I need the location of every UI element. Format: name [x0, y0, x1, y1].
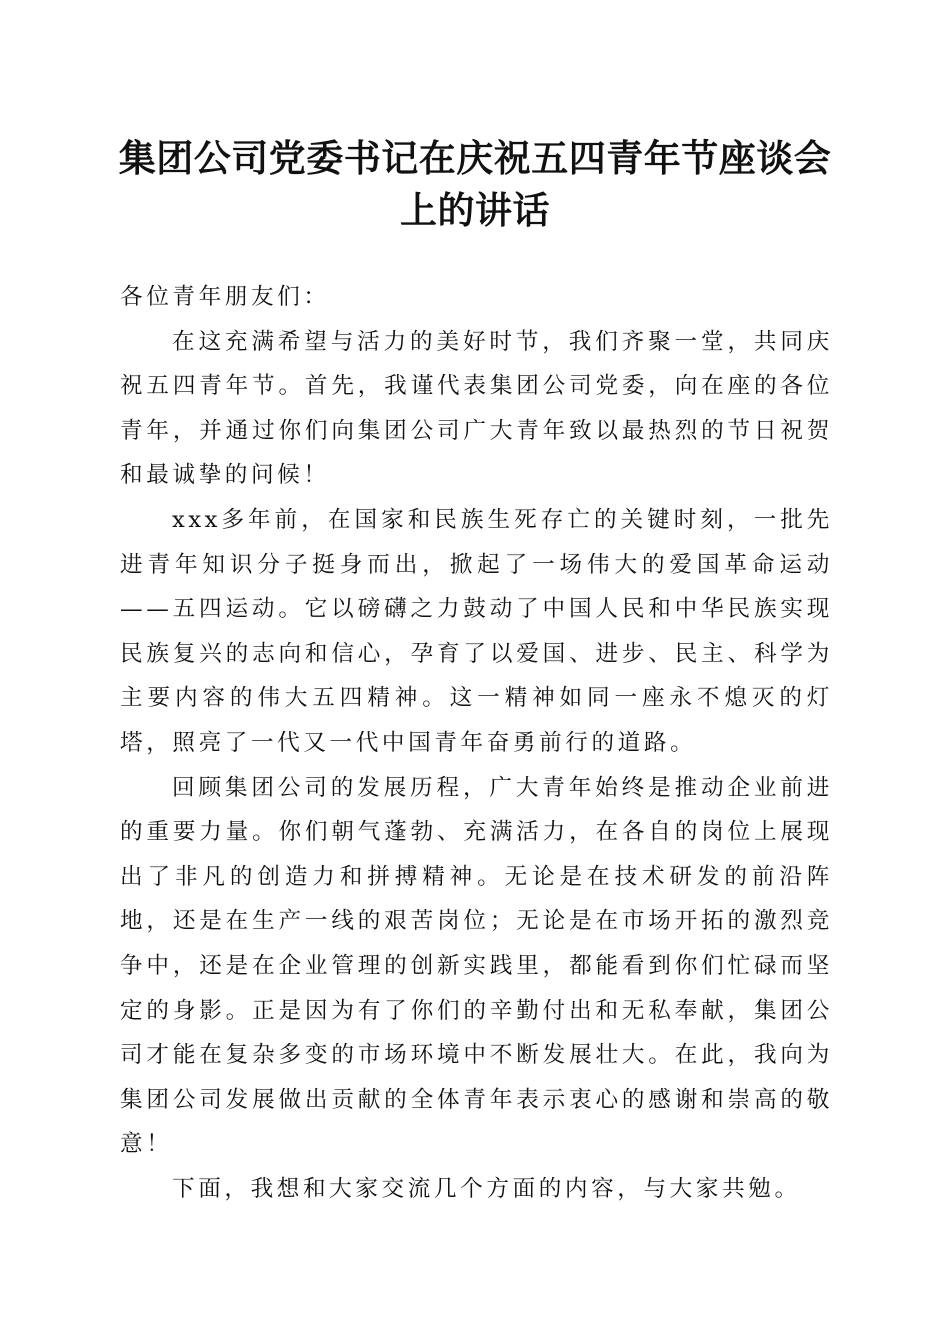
document-title: 集团公司党委书记在庆祝五四青年节座谈会上的讲话	[118, 136, 832, 232]
paragraph-4: 下面，我想和大家交流几个方面的内容，与大家共勉。	[172, 1175, 801, 1202]
paragraph-3: 回顾集团公司的发展历程，广大青年始终是推动企业前进的重要力量。你们朝气蓬勃、充满活力，在各自的岗位上展现出了非凡的创造力和拼搏精神。无论是在技术研发的前沿阵地，还是在生产一线的艰苦岗位；无论是在市场开拓的激烈竞争中，还是在企业管理的创新实践里，都能看到你们忙碌而坚定的身影。正是因为有了你们的辛勤付出和无私奉献，集团公司才能在复杂多变的市场环境中不断发展壮大。在此，我向为集团公司发展做出贡献的全体青年表示衷心的感谢和崇高的敬意！	[120, 774, 833, 1158]
document-body	[120, 275, 833, 1211]
paragraph-1: 在这充满希望与活力的美好时节，我们齐聚一堂，共同庆祝五四青年节。首先，我谨代表集团公司党委，向在座的各位青年，并通过你们向集团公司广大青年致以最热烈的节日祝贺和最诚挚的问候！	[120, 328, 833, 489]
salutation: 各位青年朋友们：	[120, 284, 330, 310]
paragraph-2: xxx多年前，在国家和民族生死存亡的关键时刻，一批先进青年知识分子挺身而出，掀起了一场伟大的爱国革命运动——五四运动。它以磅礴之力鼓动了中国人民和中华民族实现民族复兴的志向和信心，孕育了以爱国、进步、民主、科学为主要内容的伟大五四精神。这一精神如同一座永不熄灭的灯塔，照亮了一代又一代中国青年奋勇前行的道路。	[120, 506, 833, 756]
